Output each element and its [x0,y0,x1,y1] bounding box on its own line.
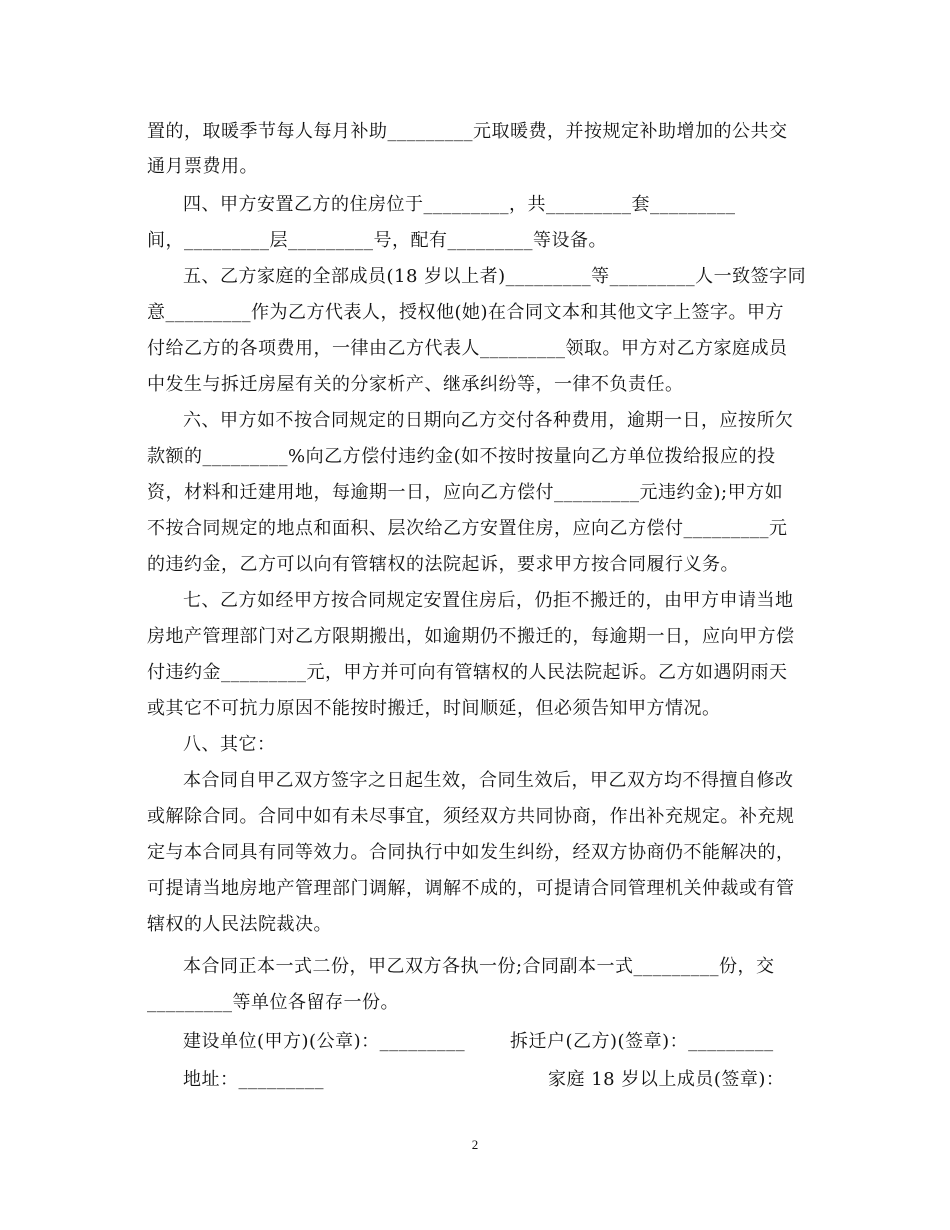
paragraph-line: 款额的_________%向乙方偿付违约金(如不按时按量向乙方单位拨给报应的投 [147,446,776,467]
paragraph-line: 辖权的人民法院裁决。 [147,914,332,935]
paragraph-line: 或其它不可抗力原因不能按时搬迁，时间顺延，但必须告知甲方情况。 [147,698,721,719]
paragraph-line: _________等单位各留存一份。 [147,992,399,1013]
paragraph-line: 可提请当地房地产管理部门调解，调解不成的，可提请合同管理机关仲裁或有管 [147,878,795,899]
paragraph-line: 本合同正本一式二份，甲乙双方各执一份;合同副本一式_________份，交 [183,956,775,977]
paragraph-line: 置的，取暖季节每人每月补助_________元取暖费，并按规定补助增加的公共交 [147,121,788,142]
paragraph-line: 的违约金，乙方可以向有管辖权的法院起诉，要求甲方按合同履行义务。 [147,554,739,575]
paragraph-line: 意_________作为乙方代表人，授权他(她)在合同文本和其他文字上签字。甲方 [147,302,785,323]
clause-six-line: 六、甲方如不按合同规定的日期向乙方交付各种费用，逾期一日，应按所欠 [183,410,794,431]
paragraph-line: 本合同自甲乙双方签字之日起生效，合同生效后，甲乙双方均不得擅自修改 [183,770,794,791]
page-number: 2 [471,1137,479,1152]
paragraph-line: 付违约金_________元，甲方并可向有管辖权的人民法院起诉。乙方如遇阴雨天 [147,662,788,683]
paragraph-line: 定与本合同具有同等效力。合同执行中如发生纠纷，经双方协商仍不能解决的， [147,842,795,863]
party-a-signature: 建设单位(甲方)(公章)：_________ [183,1031,466,1052]
clause-four-line: 四、甲方安置乙方的住房位于_________，共_________套_________ [183,194,736,215]
paragraph-line: 或解除合同。合同中如有未尽事宜，须经双方共同协商，作出补充规定。补充规 [147,806,795,827]
paragraph-line: 通月票费用。 [147,156,258,177]
paragraph-line: 不按合同规定的地点和面积、层次给乙方安置住房，应向乙方偿付_________元 [147,518,788,539]
clause-seven-line: 七、乙方如经甲方按合同规定安置住房后，仍拒不搬迁的，由甲方申请当地 [183,590,794,611]
clause-eight-heading: 八、其它： [183,734,276,755]
paragraph-line: 中发生与拆迁房屋有关的分家析产、继承纠纷等，一律不负责任。 [147,374,684,395]
family-members-signature: 家庭 18 岁以上成员(签章)： [548,1069,785,1090]
paragraph-line: 房地产管理部门对乙方限期搬出，如逾期仍不搬迁的，每逾期一日，应向甲方偿 [147,626,795,647]
address-field: 地址：_________ [183,1069,324,1090]
clause-five-line: 五、乙方家庭的全部成员(18 岁以上者)_________等_________人一致签字同 [183,266,807,287]
paragraph-line: 间，_________层_________号，配有_________等设备。 [147,230,607,251]
paragraph-line: 资，材料和迁建用地，每逾期一日，应向乙方偿付_________元违约金);甲方如 [147,482,784,503]
paragraph-line: 付给乙方的各项费用，一律由乙方代表人_________领取。甲方对乙方家庭成员 [147,338,788,359]
party-b-signature: 拆迁户(乙方)(签章)：_________ [510,1031,774,1052]
